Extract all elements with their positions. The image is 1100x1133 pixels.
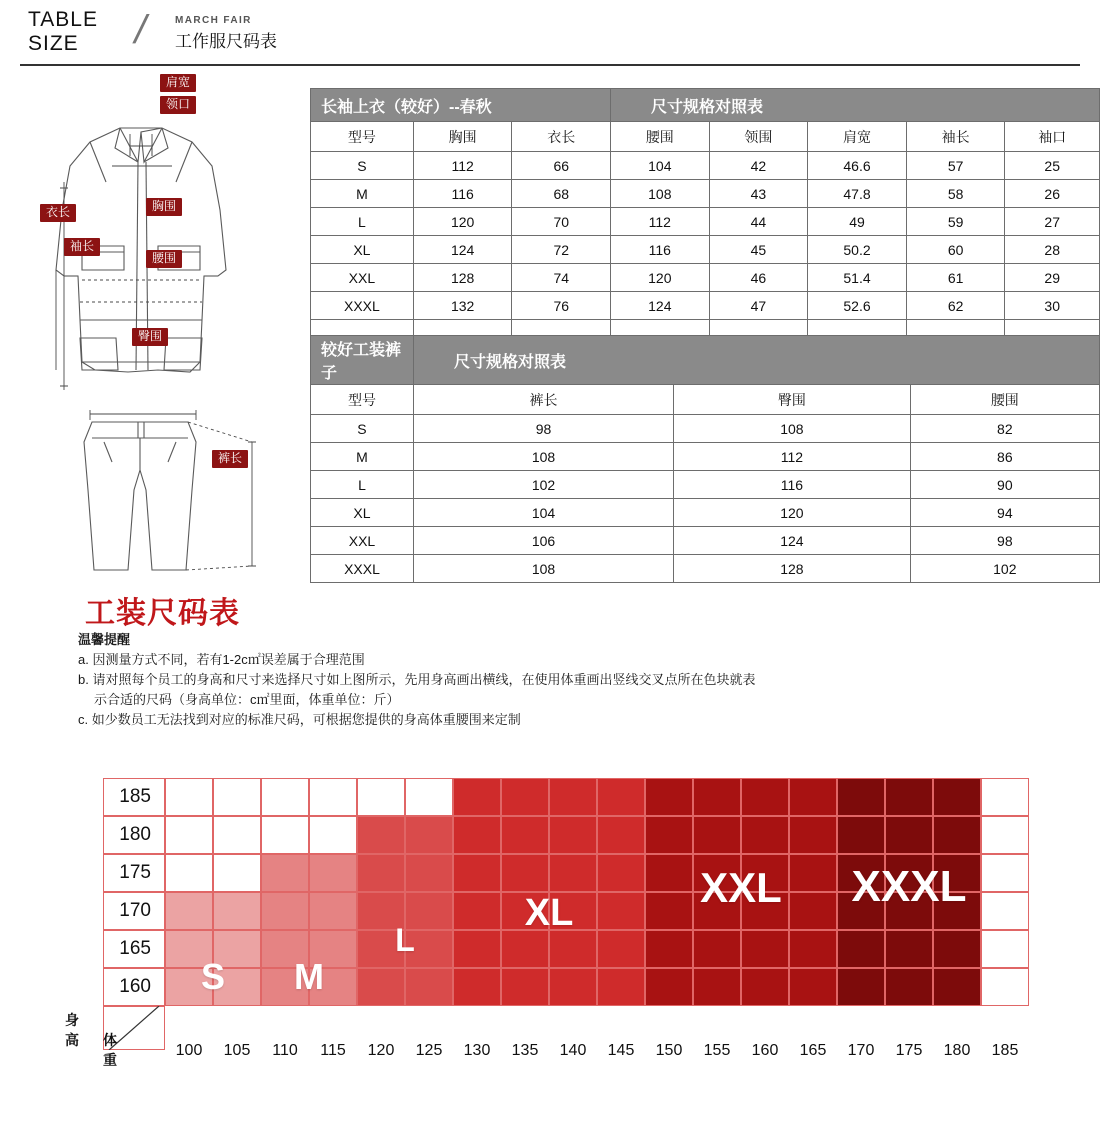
heatmap-grid-cell [741,930,789,968]
table-cell: 74 [512,264,611,292]
heatmap-grid-cell [453,816,501,854]
table-cell: S [311,152,414,180]
heatmap-x-tick: 135 [511,1042,539,1059]
table-cell: 46.6 [808,152,907,180]
heatmap-size-label-s: S [200,955,225,997]
table-row [311,471,1100,499]
heatmap-x-tick: 115 [320,1042,346,1059]
table-cell: 108 [610,180,709,208]
header-title [28,8,98,56]
heatmap-x-tick: 150 [655,1042,683,1059]
table-cell: XL [311,236,414,264]
table-cell: 86 [910,443,1099,471]
header-title-line2: SIZE [28,32,79,56]
table-cell: 47 [709,292,808,320]
column-header: 袖口 [1005,122,1100,152]
heatmap-grid-cell [981,892,1029,930]
table-column-header-row [311,122,1100,152]
table-cell: 132 [413,292,512,320]
heatmap-grid-cell [789,968,837,1006]
heatmap-grid-cell [405,968,453,1006]
heatmap-size-label-xxxl: XXXL [851,862,967,912]
heatmap-grid-cell [597,854,645,892]
table-cell: 29 [1005,264,1100,292]
label-garment-length: 衣长 [40,204,76,222]
jacket-size-table-wrap [310,88,1100,348]
heatmap-grid-cell [213,854,261,892]
heatmap-grid-cell [837,778,885,816]
table-cell: 102 [413,471,673,499]
table-row [311,264,1100,292]
column-header: 胸围 [413,122,512,152]
heatmap-grid-cell [885,968,933,1006]
heatmap-y-axis-title: 身高 [65,1012,79,1048]
garment-diagram [20,70,290,580]
table-cell: L [311,208,414,236]
table-cell: 46 [709,264,808,292]
heatmap-x-tick: 160 [751,1042,779,1059]
table-cell: 68 [512,180,611,208]
table-cell: 120 [674,499,911,527]
garment-illustration [20,70,290,580]
heatmap-grid-cell [405,854,453,892]
table-column-header-row [311,385,1100,415]
heatmap-grid-cell [693,816,741,854]
table-head-right: 尺寸规格对照表 [610,89,1099,122]
heatmap-x-axis-title: 体重 [103,1032,117,1068]
heatmap-x-tick: 120 [367,1042,395,1059]
column-header: 领围 [709,122,808,152]
heatmap-grid-cell [549,854,597,892]
heatmap-size-label-xl: XL [524,892,574,935]
heatmap-grid-cell [549,930,597,968]
heatmap-grid-cell [981,968,1029,1006]
heatmap-grid-cell [789,778,837,816]
table-cell: 98 [910,527,1099,555]
section-title: 工装尺码表 [85,597,240,630]
heatmap-grid-cell [837,968,885,1006]
heatmap-grid-cell [501,778,549,816]
heatmap-grid-cell [309,854,357,892]
column-header: 型号 [311,122,414,152]
table-cell: 51.4 [808,264,907,292]
table-cell: 128 [674,555,911,583]
table-row [311,555,1100,583]
header-slash-divider: / [130,8,151,52]
header-brand [175,14,277,53]
heatmap-grid-cell [789,930,837,968]
table-cell: 90 [910,471,1099,499]
heatmap-grid-cell [597,778,645,816]
heatmap-grid-cell [933,778,981,816]
table-head-right: 尺寸规格对照表 [413,336,1099,385]
heatmap-grid-cell [597,930,645,968]
column-header: 臀围 [674,385,911,415]
heatmap-grid-cell [453,778,501,816]
table-row [311,443,1100,471]
heatmap-x-tick: 110 [272,1042,298,1059]
table-cell: XXXL [311,292,414,320]
heatmap-grid-cell [885,778,933,816]
table-head-left: 长袖上衣（较好）--春秋 [311,89,611,122]
heatmap-grid-cell [357,854,405,892]
heatmap-y-tick: 170 [119,900,151,921]
table-cell: XXXL [311,555,414,583]
table-cell: 116 [610,236,709,264]
label-collar: 领口 [160,96,196,114]
heatmap-grid-cell [309,778,357,816]
notes-heading: 温馨提醒 [78,632,131,647]
table-cell: 62 [906,292,1005,320]
table-cell: 59 [906,208,1005,236]
table-cell: 112 [674,443,911,471]
heatmap-grid-cell [933,816,981,854]
heatmap-y-tick: 165 [119,938,151,959]
table-cell: 98 [413,415,673,443]
table-cell: 102 [910,555,1099,583]
table-cell: 60 [906,236,1005,264]
heatmap-grid-cell [837,930,885,968]
column-header: 腰围 [610,122,709,152]
heatmap-x-tick: 100 [175,1042,203,1059]
heatmap-grid-cell [213,778,261,816]
heatmap-grid-cell [261,854,309,892]
table-cell: 112 [610,208,709,236]
table-cell: 43 [709,180,808,208]
heatmap-grid-cell [933,930,981,968]
heatmap-grid-cell [309,892,357,930]
column-header: 裤长 [413,385,673,415]
table-row [311,236,1100,264]
heatmap-x-tick: 165 [799,1042,827,1059]
heatmap-x-tick: 140 [559,1042,587,1059]
table-cell: 120 [610,264,709,292]
heatmap-grid-cell [789,816,837,854]
table-cell: 120 [413,208,512,236]
heatmap-grid-cell [165,854,213,892]
heatmap-grid-cell [453,968,501,1006]
note-a: a. 因测量方式不同，若有1-2c㎡误差属于合理范围 [78,652,365,667]
heatmap-grid-cell [693,968,741,1006]
heatmap-grid-cell [981,778,1029,816]
heatmap-x-tick: 175 [895,1042,923,1059]
table-cell: 44 [709,208,808,236]
heatmap-grid-cell [549,968,597,1006]
brand-name-en: MARCH FAIR [175,15,252,26]
heatmap-grid-cell [165,778,213,816]
heatmap-grid-cell [549,778,597,816]
table-cell: 26 [1005,180,1100,208]
heatmap-grid-cell [885,930,933,968]
heatmap-grid-cell [165,892,213,930]
table-row [311,152,1100,180]
table-cell: 124 [610,292,709,320]
table-cell: 128 [413,264,512,292]
table-head-row [311,336,1100,385]
heatmap-grid-cell [405,816,453,854]
heatmap-grid-cell [501,854,549,892]
heatmap-grid-cell [981,854,1029,892]
heatmap-grid-cell [261,778,309,816]
table-row [311,180,1100,208]
page-header [20,6,1080,66]
note-b-continued: 示合适的尺码（身高单位：c㎡里面，体重单位：斤） [94,692,400,707]
table-cell: 42 [709,152,808,180]
heatmap-x-tick: 145 [607,1042,635,1059]
table-cell: 47.8 [808,180,907,208]
heatmap-grid-cell [357,968,405,1006]
table-cell: 104 [413,499,673,527]
heatmap-grid-cell [165,816,213,854]
heatmap-grid-cell [213,816,261,854]
table-cell: M [311,180,414,208]
heatmap-grid-cell [741,778,789,816]
label-shoulder-width: 肩宽 [160,74,196,92]
heatmap-size-label-m: M [294,955,324,997]
table-cell: 57 [906,152,1005,180]
table-cell: 112 [413,152,512,180]
table-cell: 72 [512,236,611,264]
heatmap-size-label-xxl: XXL [700,863,782,911]
table-head-row [311,89,1100,122]
heatmap-grid-cell [501,930,549,968]
table-cell: S [311,415,414,443]
label-pants-length: 裤长 [212,450,248,468]
heatmap-grid-cell [645,816,693,854]
pants-size-table-wrap [310,335,1100,583]
note-b: b. 请对照每个员工的身高和尺寸来选择尺寸如上图所示，先用身高画出横线，在使用体重画出竖线交叉点所在色块就表 [78,672,756,687]
header-title-line1: TABLE [28,8,98,31]
heatmap-grid-cell [837,816,885,854]
heatmap-size-label-l: L [395,921,415,958]
heatmap-grid-cell [213,892,261,930]
heatmap-y-tick: 160 [119,976,151,997]
heatmap-grid-cell [597,816,645,854]
table-row [311,208,1100,236]
label-waist: 腰围 [146,250,182,268]
table-cell: 50.2 [808,236,907,264]
table-cell: 116 [413,180,512,208]
table-cell: 124 [413,236,512,264]
column-header: 衣长 [512,122,611,152]
heatmap-y-tick: 185 [119,786,151,807]
table-row [311,415,1100,443]
heatmap-grid-cell [645,968,693,1006]
table-cell: 106 [413,527,673,555]
column-header: 型号 [311,385,414,415]
heatmap-grid-cell [501,968,549,1006]
table-cell: 104 [610,152,709,180]
heatmap-y-tick: 180 [119,824,151,845]
heatmap-grid-cell [357,778,405,816]
heatmap-grid-cell [981,930,1029,968]
heatmap-grid-cell [549,816,597,854]
note-c: c. 如少数员工无法找到对应的标准尺码，可根据您提供的身高体重腰围来定制 [78,712,521,727]
label-hip: 臀围 [132,328,168,346]
label-sleeve-length: 袖长 [64,238,100,256]
table-cell: XXL [311,527,414,555]
table-cell: 25 [1005,152,1100,180]
heatmap-x-tick: 155 [703,1042,731,1059]
column-header: 腰围 [910,385,1099,415]
heatmap-grid-cell [933,968,981,1006]
table-cell: 61 [906,264,1005,292]
heatmap-grid-cell [645,778,693,816]
table-row [311,292,1100,320]
heatmap-x-tick: 125 [415,1042,443,1059]
heatmap-x-tick: 180 [943,1042,971,1059]
heatmap-y-tick: 175 [119,862,151,883]
heatmap-grid-cell [741,968,789,1006]
heatmap-grid-cell [453,854,501,892]
table-cell: XXL [311,264,414,292]
table-cell: 108 [413,443,673,471]
heatmap-grid-cell [693,778,741,816]
table-cell: 27 [1005,208,1100,236]
table-cell: 66 [512,152,611,180]
table-cell: 28 [1005,236,1100,264]
heatmap-x-tick: 185 [991,1042,1019,1059]
heatmap-x-tick: 130 [463,1042,491,1059]
table-cell: 116 [674,471,911,499]
table-cell: 30 [1005,292,1100,320]
table-cell: M [311,443,414,471]
table-row [311,527,1100,555]
table-cell: 52.6 [808,292,907,320]
heatmap-grid-cell [645,930,693,968]
table-head-left: 较好工装裤子 [311,336,414,385]
notes-block [78,630,878,730]
heatmap-grid-cell [453,930,501,968]
table-cell: XL [311,499,414,527]
table-row [311,499,1100,527]
heatmap-grid-cell [981,816,1029,854]
heatmap-grid-cell [501,816,549,854]
heatmap-grid-cell [261,892,309,930]
heatmap-grid-cell [405,778,453,816]
heatmap-grid-cell [261,816,309,854]
heatmap-grid-cell [357,816,405,854]
column-header: 袖长 [906,122,1005,152]
table-cell: 94 [910,499,1099,527]
label-chest: 胸围 [146,198,182,216]
table-cell: 70 [512,208,611,236]
jacket-size-table [310,88,1100,348]
brand-subtitle-cn: 工作服尺码表 [175,31,277,51]
table-cell: 82 [910,415,1099,443]
table-cell: L [311,471,414,499]
table-cell: 108 [674,415,911,443]
heatmap-grid-cell [885,816,933,854]
table-cell: 49 [808,208,907,236]
heatmap-grid-cell [741,816,789,854]
heatmap-x-tick: 170 [847,1042,875,1059]
table-cell: 45 [709,236,808,264]
table-cell: 58 [906,180,1005,208]
heatmap-grid-cell [693,930,741,968]
table-cell: 76 [512,292,611,320]
table-cell: 108 [413,555,673,583]
heatmap-grid-cell [597,968,645,1006]
column-header: 肩宽 [808,122,907,152]
heatmap-x-tick: 105 [223,1042,251,1059]
pants-size-table [310,335,1100,583]
heatmap-grid-cell [309,816,357,854]
table-cell: 124 [674,527,911,555]
